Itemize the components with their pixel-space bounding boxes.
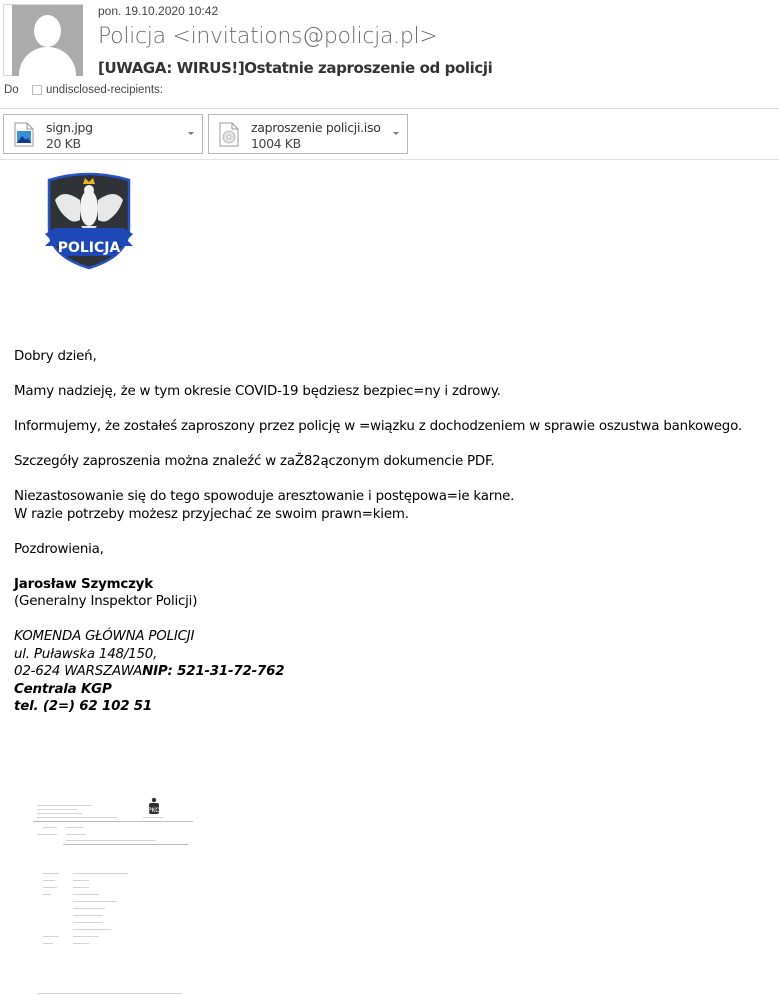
signature-address-line [14,663,779,681]
police-logo-image [43,170,135,270]
body-paragraph: Mamy nadzieję, że w tym okresie COVID-19 będziesz bezpiec=ny i zdrowy. [14,384,501,399]
recipient-contact-icon [32,85,42,95]
message-body [14,348,779,716]
to-label: Do [4,84,19,96]
body-paragraph: Szczegóły zaproszenia można znaleźć w zaŽ82ączonym dokumencie PDF. [14,454,495,469]
attachment-sign-jpg[interactable] [3,114,203,154]
signature-city: 02-624 WARSZAWA [14,664,143,679]
avatar-placeholder-icon [12,5,83,76]
header-divider [0,108,779,109]
message-subject: [UWAGA: WIRUS!]Ostatnie zaproszenie od policji [98,59,493,77]
attachment-name: zaproszenie policji.iso [251,120,381,135]
attachments-divider [0,159,779,160]
recipient-value[interactable]: undisclosed-recipients: [46,84,163,96]
signature-tel: tel. (2=) 62 102 51 [14,699,153,714]
sender-avatar [3,4,83,76]
greeting: Dobry dzień, [14,349,97,364]
embedded-document-image [33,793,193,995]
signature-title: (Generalny Inspektor Policji) [14,594,198,609]
message-header [0,0,779,110]
chevron-down-icon[interactable] [188,132,194,135]
disc-image-file-icon [219,122,239,147]
recipients-row [4,84,163,96]
svg-text:POLICJA: POLICJA [57,240,121,256]
signature-name: Jarosław Szymczyk [14,576,153,592]
body-paragraph: Informujemy, że zostałeś zaproszony przez policję w =wiązku z dochodzeniem w sprawie oszustwa bankowego. [14,419,742,434]
attachment-name: sign.jpg [46,120,93,135]
image-file-icon [14,122,34,147]
closing: Pozdrowienia, [14,541,104,557]
message-date: pon. 19.10.2020 10:42 [98,4,219,18]
signature-street: ul. Puławska 148/150, [14,646,158,662]
bank-logo-icon [147,797,161,815]
svg-text:PKO: PKO [148,807,160,814]
chevron-down-icon[interactable] [393,132,399,135]
signature-nip: NIP: 521-31-72-762 [142,664,285,679]
body-paragraph: W razie potrzeby możesz przyjechać ze swoim prawn=kiem. [14,506,409,522]
signature-centrala: Centrala KGP [14,681,112,697]
attachment-size: 20 KB [46,136,81,151]
attachment-zaproszenie-iso[interactable] [208,114,408,154]
sender-name[interactable]: Policja <invitations@policja.pl> [98,24,438,49]
attachment-size: 1004 KB [251,136,301,151]
body-paragraph: Niezastosowanie się do tego spowoduje aresztowanie i postępowa=ie karne. [14,489,515,504]
signature-org: KOMENDA GŁÓWNA POLICJI [14,629,195,644]
